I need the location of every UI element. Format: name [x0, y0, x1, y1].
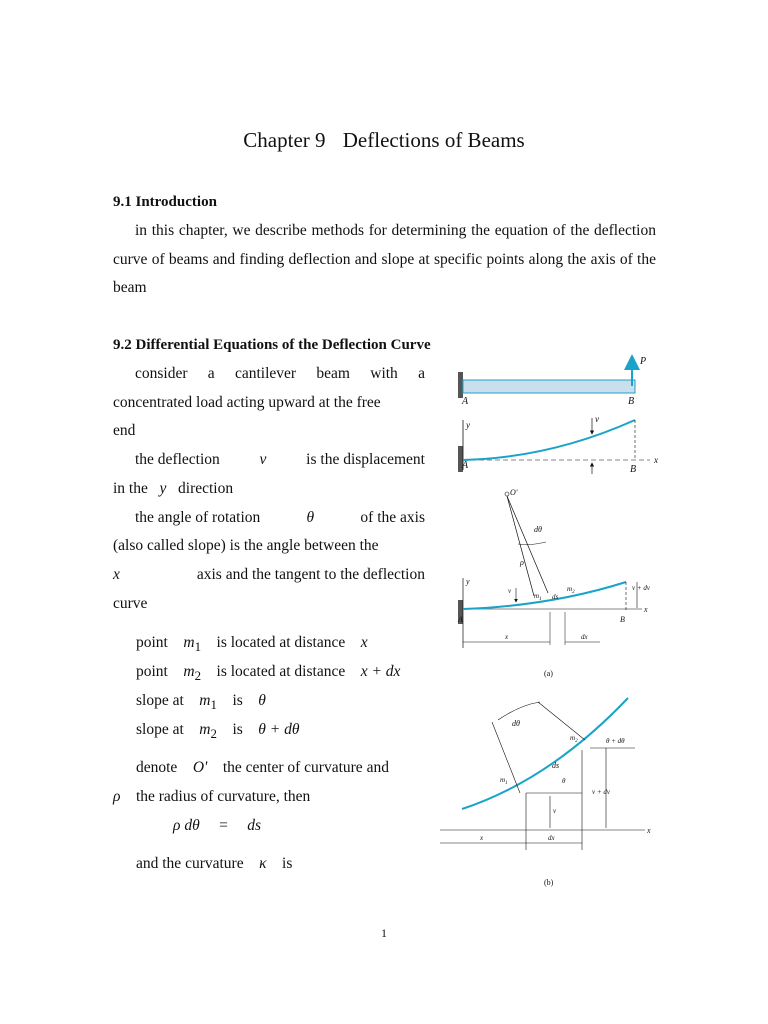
svg-text:A: A	[462, 460, 469, 471]
slope-m2-line: slope at $m_2$ is θ + dθ	[136, 721, 300, 742]
body-line: end	[113, 422, 136, 440]
label-v-plus-dv-a: v + dv	[632, 584, 650, 592]
figure-a	[457, 488, 651, 678]
chapter-number: Chapter 9	[243, 128, 326, 152]
body-line: concentrated load acting upward at the free	[113, 393, 381, 411]
label-m1-a: $m_1$	[534, 592, 542, 602]
fixed-support	[458, 372, 463, 398]
symbol-v: v	[259, 451, 267, 469]
label-P: P	[640, 356, 647, 367]
svg-text:x: x	[505, 633, 509, 641]
svg-text:v: v	[508, 587, 512, 595]
point-m2-line: point $m_2$ is located at distance x + dx	[136, 663, 401, 684]
cantilever-beam-diagram	[458, 356, 646, 407]
label-m2-b: $m_2$	[570, 734, 578, 744]
beam-figure	[430, 350, 670, 895]
symbol-theta: θ	[306, 508, 315, 526]
caption-b: (b)	[544, 878, 554, 887]
body-line: consider a cantilever beam with a	[135, 365, 425, 382]
label-v-plus-dv-b: v + dv	[592, 788, 610, 796]
point-m1-line: point $m_1$ is located at distance x	[136, 634, 368, 655]
label-dx-b: dx	[548, 834, 555, 842]
label-B-top: B	[628, 396, 635, 407]
slope-m1-line: slope at $m_1$ is θ	[136, 692, 266, 713]
label-x: x	[654, 455, 658, 465]
symbol-y: y	[159, 479, 167, 497]
body-line: in the y direction	[113, 479, 234, 497]
deflection-curve-a	[463, 582, 626, 609]
label-v: v	[595, 414, 599, 424]
symbol-x: x	[113, 565, 120, 583]
label-rho: ρ	[520, 558, 524, 567]
label-m1-b: $m_1$	[500, 776, 508, 786]
svg-text:B: B	[630, 464, 637, 475]
svg-text:A: A	[458, 615, 463, 624]
deflection-curve	[463, 420, 635, 460]
symbol-O-prime: O'	[192, 759, 208, 776]
symbol-kappa: κ	[259, 855, 267, 872]
caption-a: (a)	[544, 669, 553, 678]
label-ds-b: ds	[552, 761, 560, 770]
figure-b	[440, 698, 651, 887]
body-line: (also called slope) is the angle between the	[113, 537, 379, 555]
curvature-line: and the curvature κ is	[136, 855, 293, 872]
chapter-title	[0, 128, 768, 153]
svg-text:B: B	[620, 615, 625, 624]
label-dtheta-a: dθ	[534, 525, 542, 534]
deflection-curve-diagram	[458, 414, 658, 475]
svg-text:x: x	[480, 834, 484, 842]
label-dtheta-b: dθ	[512, 719, 520, 728]
denote-line: denote O' the center of curvature and	[136, 759, 389, 776]
svg-text:x: x	[647, 826, 651, 835]
body-line: the deflection v is the displacement	[113, 446, 425, 475]
intro-paragraph: in this chapter, we describe methods for determining the equation of the deflection curve of beams and finding deflection and slope at specific points along the axis of the beam	[113, 222, 656, 297]
svg-text:x: x	[644, 605, 648, 614]
label-theta-plus-dtheta-b: θ + dθ	[606, 737, 625, 745]
label-ds-a: ds	[552, 593, 559, 601]
label-O-prime: O'	[510, 488, 518, 497]
center-O	[505, 492, 509, 496]
label-dx-a: dx	[581, 633, 588, 641]
section-heading-introduction: 9.1 Introduction	[113, 194, 217, 210]
body-line: the angle of rotation θ of the axis	[113, 504, 425, 533]
svg-text:y: y	[466, 577, 470, 586]
label-m2-a: $m_2$	[567, 585, 575, 595]
curvature-equation: ρ dθ = ds	[173, 817, 261, 834]
symbol-rho: ρ	[113, 788, 121, 805]
radius-line: ρ the radius of curvature, then	[113, 788, 311, 805]
label-theta-b: θ	[562, 777, 566, 785]
label-y: y	[466, 420, 470, 430]
chapter-name: Deflections of Beams	[342, 128, 525, 152]
body-line: x axis and the tangent to the deflection	[113, 561, 425, 590]
page-number: 1	[381, 926, 387, 940]
body-line: curve	[113, 594, 148, 612]
body-text-column	[113, 360, 425, 618]
label-A-top: A	[462, 396, 469, 407]
beam-body	[463, 380, 635, 393]
section-heading-differential-equations: 9.2 Differential Equations of the Deflection Curve	[113, 337, 431, 353]
svg-text:v: v	[553, 807, 557, 815]
